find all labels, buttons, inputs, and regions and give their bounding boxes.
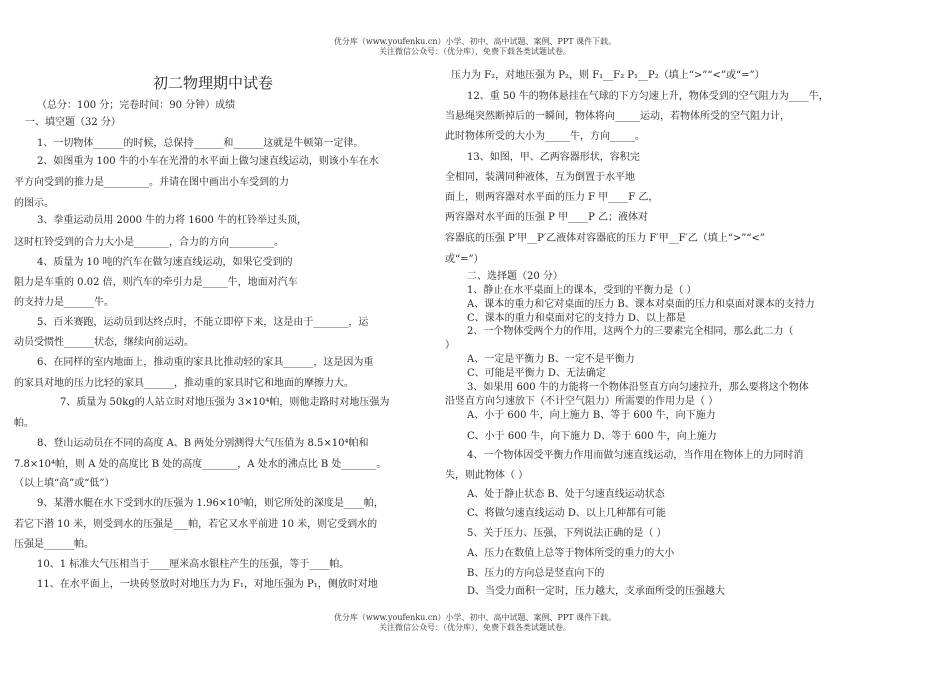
question-line: C、可能是平衡力 D、无法确定 xyxy=(467,368,606,379)
question-line: C、将做匀速直线运动 D、以上几种都有可能 xyxy=(467,508,666,519)
question-line: 失，则此物体（ ） xyxy=(445,470,529,481)
question-line: 12、重 50 牛的物体悬挂在气球的下方匀速上升，物体受到的空气阻力为____牛， xyxy=(467,91,829,102)
question-line: 此时物体所受的大小为_____牛，方向_____。 xyxy=(445,131,645,142)
question-line: 11、在水平面上，一块砖竖放时对地压力为 F₁，对地压强为 P₁，侧放时对地 xyxy=(37,579,378,590)
question-line: 阻力是车重的 0.02 倍，则汽车的牵引力是_____牛，地面对汽车 xyxy=(14,277,298,288)
section-fill-in-heading: 一、填空题（32 分） xyxy=(25,117,121,128)
question-line: 6、在同样的室内地面上，推动重的家具比推动轻的家具______，这是因为重 xyxy=(37,357,374,368)
question-line: 沿竖直方向匀速放下（不计空气阻力）所需要的作用力是（ ） xyxy=(445,396,719,407)
question-line: 的支持力是______牛。 xyxy=(14,297,114,308)
exam-meta: （总分：100 分；完卷时间：90 分钟）成绩 xyxy=(37,100,236,111)
section-choice-heading: 二、选择题（20 分） xyxy=(467,271,563,282)
question-line: A、一定是平衡力 B、一定不是平衡力 xyxy=(467,354,635,365)
footer-line-1: 优分库（www.youfenku.cn）小学、初中、高中试题、案例、PPT 课件下载。 xyxy=(333,613,617,622)
question-line: 两容器对水平面的压强 P 甲____P 乙；液体对 xyxy=(445,212,648,223)
question-line: 5、关于压力、压强，下列说法正确的是（ ） xyxy=(467,528,667,539)
header-line-2: 关注微信公众号：（优分库），免费下载各类试题试卷。 xyxy=(379,47,571,56)
question-line: A、压力在数值上总等于物体所受的重力的大小 xyxy=(467,548,675,559)
question-line: 2、一个物体受两个力的作用，这两个力的三要素完全相同，那么此二力（ xyxy=(467,326,794,337)
question-line: 9、某潜水艇在水下受到水的压强为 1.96×10⁵帕，则它所处的深度是____帕， xyxy=(37,498,384,509)
question-line: 容器底的压强 P′甲__P′乙液体对容器底的压力 F′甲__F′乙（填上“>”“<” xyxy=(445,233,765,244)
question-line: D、当受力面积一定时，压力越大，支承面所受的压强越大 xyxy=(467,586,726,597)
question-line: 7.8×10⁴帕，则 A 处的高度比 B 处的高度_______，A 处水的沸点比 B 处_______。 xyxy=(14,459,387,470)
question-line: 动员受惯性______状态，继续向前运动。 xyxy=(14,337,194,348)
question-line: 4、质量为 10 吨的汽车在做匀速直线运动，如果它受到的 xyxy=(37,257,293,268)
question-line: B、压力的方向总是竖直向下的 xyxy=(467,568,605,579)
header-line-1: 优分库（www.youfenku.cn）小学、初中、高中试题、案例、PPT 课件下载。 xyxy=(333,37,617,46)
footer-line-2: 关注微信公众号：（优分库），免费下载各类试题试卷。 xyxy=(379,623,571,632)
question-line: 2、如图重为 100 牛的小车在光滑的水平面上做匀速直线运动，则该小车在水 xyxy=(37,156,379,167)
question-line: 1、一切物体______的时候，总保持______和______这就是牛顿第一定律。 xyxy=(37,138,364,149)
question-line: 的家具对地的压力比轻的家具______，推动重的家具时它和地面的摩擦力大。 xyxy=(14,378,354,389)
question-line: 全相同，装满同种液体，互为倒置于水平地 xyxy=(445,172,635,183)
question-line: 5、百米赛跑，运动员到达终点时，不能立即停下来，这是由于_______，运 xyxy=(37,317,369,328)
question-line: 帕。 xyxy=(14,418,34,429)
question-line: （以上填“高”或“低”） xyxy=(14,478,115,489)
question-line: 3、如果用 600 牛的力能将一个物体沿竖直方向匀速拉升，那么要将这个物体 xyxy=(467,382,809,393)
question-line: C、小于 600 牛，向下施力 D、等于 600 牛，向上施力 xyxy=(467,431,717,442)
question-line: A、处于静止状态 B、处于匀速直线运动状态 xyxy=(467,489,665,500)
page-header xyxy=(0,37,950,57)
question-line: A、小于 600 牛，向上施力 B、等于 600 牛，向下施力 xyxy=(467,410,716,421)
question-line: 或“=”） xyxy=(445,254,484,265)
question-line: 面上，则两容器对水平面的压力 F 甲____F 乙， xyxy=(445,192,659,203)
question-line: A、课本的重力和它对桌面的压力 B、课本对桌面的压力和桌面对课本的支持力 xyxy=(467,299,815,310)
question-line: 13、如图，甲、乙两容器形状，容积完 xyxy=(467,152,640,163)
question-line: 若它下潜 10 米，则受到水的压强是___帕，若它又水平前进 10 米，则它受到水的 xyxy=(14,519,378,530)
question-line: 压力为 F₂，对地压强为 P₂，则 F₁__F₂ P₁__P₂（填上“>”“<”或“=”） xyxy=(451,70,765,81)
question-line: ） xyxy=(445,340,455,351)
question-line: 1、静止在水平桌面上的课本，受到的平衡力是（ ） xyxy=(467,285,697,296)
question-line: 8、登山运动员在不同的高度 A、B 两处分别测得大气压值为 8.5×10⁴帕和 xyxy=(37,438,369,449)
question-line: 的图示。 xyxy=(14,198,54,209)
page-footer xyxy=(0,613,950,633)
question-line: 4、一个物体因受平衡力作用而做匀速直线运动，当作用在物体上的力同时消 xyxy=(467,450,804,461)
question-line: 当悬绳突然断掉后的一瞬间，物体将向_____运动，若物体所受的空气阻力计， xyxy=(445,111,790,122)
question-line: 10、1 标准大气压相当于____厘米高水银柱产生的压强，等于____帕。 xyxy=(37,559,350,570)
exam-title: 初二物理期中试卷 xyxy=(153,74,274,92)
question-line: 这时杠铃受到的合力大小是_______，合力的方向_________。 xyxy=(14,237,284,248)
question-line: 平方向受到的推力是_________。并请在图中画出小车受到的力 xyxy=(14,177,289,188)
question-line: 压强是______帕。 xyxy=(14,539,94,550)
question-line: 7、质量为 50kg的人站立时对地压强为 3×10⁴帕，则他走路时对地压强为 xyxy=(60,397,390,408)
question-line: 3、拳重运动员用 2000 牛的力将 1600 牛的杠铃举过头顶， xyxy=(37,215,307,226)
question-line: C、课本的重力和桌面对它的支持力 D、以上都是 xyxy=(467,313,686,324)
